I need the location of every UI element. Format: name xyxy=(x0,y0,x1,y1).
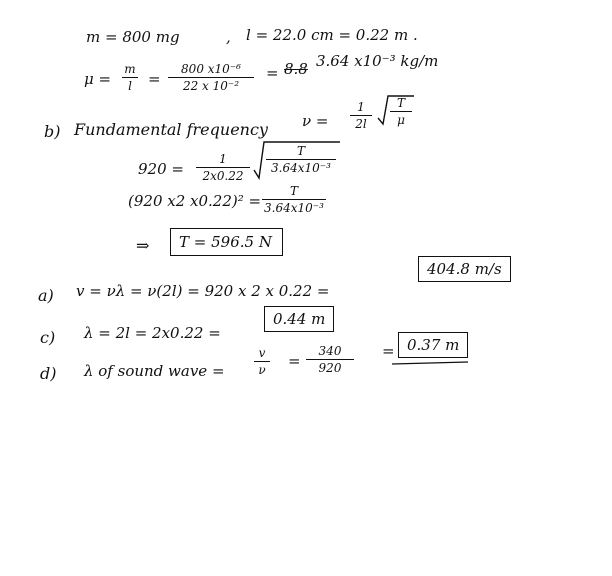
fraction-denominator: 3.64x10⁻³ xyxy=(264,201,324,215)
frequency-symbol: ν = xyxy=(302,112,329,130)
fraction-numerator: T xyxy=(396,96,405,110)
part-d-work: λ of sound wave = xyxy=(84,362,225,380)
fraction-numerator: T xyxy=(289,184,298,198)
fraction-denominator: 3.64x10⁻³ xyxy=(271,161,331,175)
fraction-numerator: v xyxy=(258,346,266,360)
fraction-numerator: 800 x10⁻⁶ xyxy=(181,62,241,76)
mass-given: m = 800 mg xyxy=(86,28,180,46)
length-given: l = 22.0 cm = 0.22 m . xyxy=(246,26,418,44)
fraction-numerator: T xyxy=(296,144,305,158)
comma: , xyxy=(226,28,231,46)
equals-sign: = xyxy=(382,342,395,360)
wavelength-answer-box: 0.44 m xyxy=(264,306,334,332)
part-b-label: b) xyxy=(44,122,61,141)
part-a-label: a) xyxy=(38,286,54,305)
mu-label: μ = xyxy=(84,70,112,88)
underline-stroke xyxy=(392,362,468,364)
fraction-denominator: 2x0.22 xyxy=(202,169,244,183)
part-b-title: Fundamental frequency xyxy=(74,120,268,139)
part-d-label: d) xyxy=(40,364,57,383)
fraction-numerator: m xyxy=(124,62,136,76)
fraction-numerator: 1 xyxy=(219,152,227,166)
tension-answer-box: T = 596.5 N xyxy=(170,228,283,256)
equals-sign: = xyxy=(288,352,301,370)
step1-lhs: 920 = xyxy=(138,160,184,178)
fraction-denominator: l xyxy=(128,79,132,93)
fraction-numerator: 340 xyxy=(318,344,342,358)
sqrt-sign xyxy=(378,96,414,124)
part-c-label: c) xyxy=(40,328,56,347)
fraction-denominator: 920 xyxy=(318,361,342,375)
linear-density-result: 3.64 x10⁻³ kg/m xyxy=(316,52,439,70)
sqrt-sign xyxy=(254,142,340,178)
fraction-denominator: μ xyxy=(397,113,405,127)
implies-arrow: ⇒ xyxy=(136,236,150,255)
fraction-denominator: 22 x 10⁻² xyxy=(182,79,240,93)
part-c-work: λ = 2l = 2x0.22 = xyxy=(84,324,221,342)
equals-sign: = xyxy=(148,70,161,88)
crossed-out-value: 8.8 xyxy=(284,60,308,78)
equals-sign: = xyxy=(266,64,279,82)
fraction-numerator: 1 xyxy=(357,100,365,114)
step2-lhs: (920 x2 x0.22)² = xyxy=(128,192,262,210)
part-a-work: v = νλ = ν(2l) = 920 x 2 x 0.22 = xyxy=(76,282,330,300)
fraction-denominator: ν xyxy=(258,363,266,377)
wave-speed-answer-box: 404.8 m/s xyxy=(418,256,511,282)
sound-wavelength-answer-box: 0.37 m xyxy=(398,332,468,358)
fraction-denominator: 2l xyxy=(355,117,367,131)
